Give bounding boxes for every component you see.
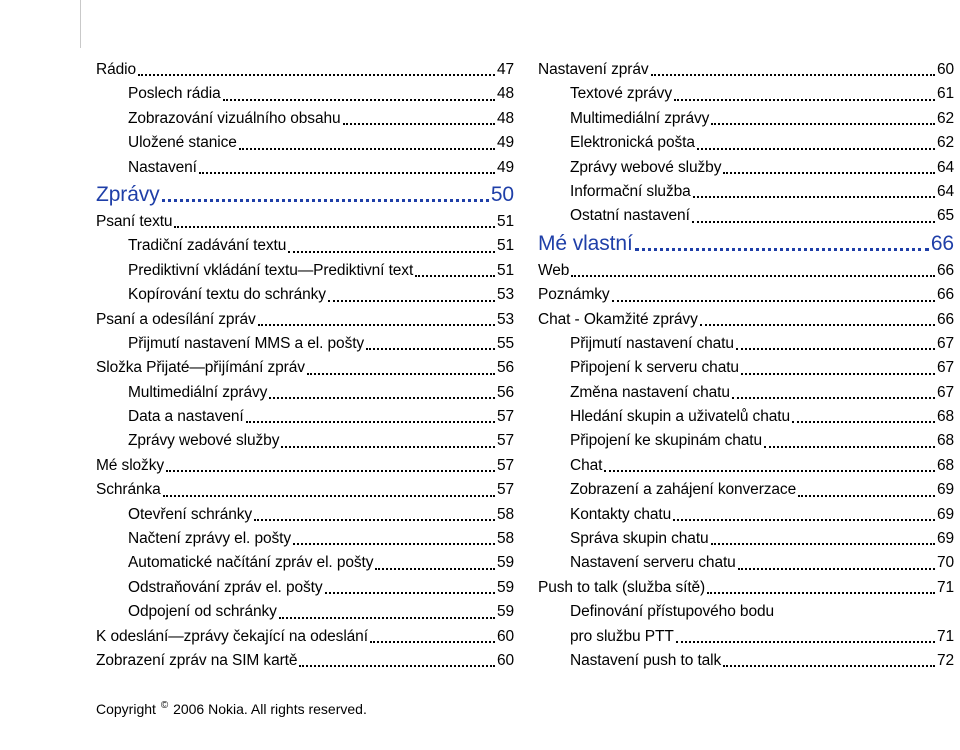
toc-entry[interactable]: [538, 180, 954, 204]
toc-page-number: 58: [496, 530, 514, 548]
toc-page-number: 56: [496, 359, 514, 377]
toc-entry[interactable]: [96, 429, 514, 453]
toc-entry-label: Odpojení od schránky: [128, 603, 277, 621]
toc-entry[interactable]: [538, 107, 954, 131]
toc-entry-label: Ostatní nastavení: [570, 207, 690, 225]
toc-entry[interactable]: [96, 156, 514, 180]
toc-leader-dots: [239, 146, 495, 150]
toc-entry[interactable]: [96, 527, 514, 551]
toc-page-number: 62: [936, 109, 954, 127]
toc-entry[interactable]: [538, 478, 954, 502]
toc-page-number: 49: [496, 158, 514, 176]
toc-leader-dots: [738, 566, 935, 570]
toc-entry[interactable]: [96, 107, 514, 131]
toc-page-number: 64: [936, 182, 954, 200]
toc-entry-label: Mé složky: [96, 456, 165, 474]
toc-page-number: 71: [936, 578, 954, 596]
toc-page-number: 69: [936, 481, 954, 499]
toc-entry[interactable]: [96, 210, 514, 234]
toc-page-number: 69: [936, 505, 954, 523]
toc-page-number: 70: [936, 554, 954, 572]
toc-page-number: 53: [496, 310, 514, 328]
toc-page-number: 65: [936, 207, 954, 225]
toc-entry[interactable]: [538, 131, 954, 155]
toc-page-number: 61: [936, 85, 954, 103]
toc-entry-label: pro službu PTT: [570, 627, 674, 645]
toc-page-number: 48: [496, 109, 514, 127]
copyright-notice: [96, 700, 367, 717]
toc-page-number: 47: [496, 60, 514, 78]
toc-entry-label: Nastavení serveru chatu: [570, 554, 736, 572]
toc-entry-label: Textové zprávy: [570, 85, 672, 103]
toc-leader-dots: [707, 590, 935, 594]
toc-entry[interactable]: [96, 381, 514, 405]
copyright-prefix: Copyright: [96, 701, 156, 717]
toc-entry-label: Zprávy webové služby: [570, 158, 722, 176]
toc-leader-dots: [288, 249, 495, 253]
toc-page-number: 66: [936, 286, 954, 304]
toc-entry-label: Prediktivní vkládání textu—Prediktivní text: [128, 261, 414, 279]
toc-page-number: 51: [496, 261, 514, 279]
toc-page-number: 59: [496, 554, 514, 572]
toc-entry-label: Nastavení zpráv: [538, 60, 649, 78]
toc-entry[interactable]: [96, 454, 514, 478]
toc-entry-label: Odstraňování zpráv el. pošty: [128, 578, 323, 596]
toc-leader-dots: [328, 298, 495, 302]
toc-leader-dots: [269, 395, 495, 399]
toc-entry-label: Schránka: [96, 481, 161, 499]
toc-page-number: 66: [930, 231, 954, 255]
toc-page-number: 57: [496, 456, 514, 474]
toc-page-number: 60: [936, 60, 954, 78]
toc-entry-label: Multimediální zprávy: [570, 109, 710, 127]
toc-page-number: 68: [936, 432, 954, 450]
toc-entry-label: Složka Přijaté—přijímání zpráv: [96, 359, 305, 377]
toc-page-number: 69: [936, 530, 954, 548]
toc-leader-dots: [163, 493, 495, 497]
toc-leader-dots: [375, 566, 495, 570]
margin-divider: [80, 0, 81, 48]
toc-entry[interactable]: [538, 527, 954, 551]
toc-entry-label: Multimediální zprávy: [128, 383, 268, 401]
toc-page-number: 64: [936, 158, 954, 176]
toc-entry[interactable]: [538, 332, 954, 356]
toc-leader-dots: [279, 615, 495, 619]
toc-entry-label: Kontakty chatu: [570, 505, 672, 523]
toc-entry[interactable]: [96, 625, 514, 649]
toc-entry[interactable]: [538, 503, 954, 527]
copyright-text: 2006 Nokia. All rights reserved.: [173, 701, 367, 717]
toc-entry[interactable]: [96, 649, 514, 673]
toc-leader-dots: [223, 97, 495, 101]
toc-entry-label: Poslech rádia: [128, 85, 221, 103]
toc-page-number: 58: [496, 505, 514, 523]
toc-entry[interactable]: [538, 429, 954, 453]
toc-entry-label: Automatické načítání zpráv el. pošty: [128, 554, 374, 572]
toc-page-number: 72: [936, 651, 954, 669]
toc-entry[interactable]: [96, 259, 514, 283]
toc-page-number: 66: [936, 310, 954, 328]
toc-page-number: 57: [496, 432, 514, 450]
toc-entry[interactable]: [538, 356, 954, 380]
toc-entry[interactable]: [96, 58, 514, 82]
toc-leader-dots: [166, 468, 495, 472]
toc-entry[interactable]: [538, 259, 954, 283]
toc-entry[interactable]: [96, 332, 514, 356]
toc-leader-dots: [307, 371, 495, 375]
toc-leader-dots: [723, 663, 935, 667]
toc-leader-dots: [299, 663, 495, 667]
toc-leader-dots: [246, 419, 495, 423]
toc-page-number: 51: [496, 212, 514, 230]
toc-entry-label: Mé vlastní: [538, 231, 633, 255]
toc-entry[interactable]: [96, 576, 514, 600]
toc-leader-dots: [162, 197, 489, 202]
toc-leader-dots: [692, 219, 935, 223]
toc-page-number: 59: [496, 578, 514, 596]
toc-entry[interactable]: [96, 478, 514, 502]
toc-leader-dots: [741, 371, 935, 375]
toc-entry-label: Chat - Okamžité zprávy: [538, 310, 698, 328]
toc-leader-dots: [764, 444, 935, 448]
toc-page-number: 55: [496, 334, 514, 352]
toc-leader-dots: [281, 444, 495, 448]
toc-entry-label: Psaní a odesílání zpráv: [96, 310, 256, 328]
toc-entry-label: Správa skupin chatu: [570, 530, 709, 548]
toc-leader-dots: [604, 468, 935, 472]
toc-page-number: 49: [496, 134, 514, 152]
toc-leader-dots: [366, 346, 495, 350]
toc-entry-label: Hledání skupin a uživatelů chatu: [570, 408, 790, 426]
toc-entry[interactable]: [538, 649, 954, 673]
toc-page-number: 59: [496, 603, 514, 621]
toc-entry-label: Zprávy webové služby: [128, 432, 280, 450]
toc-page-number: 53: [496, 286, 514, 304]
toc-entry-label: Změna nastavení chatu: [570, 383, 730, 401]
toc-leader-dots: [700, 322, 935, 326]
toc-entry[interactable]: [538, 82, 954, 106]
toc-page-number: 67: [936, 334, 954, 352]
toc-entry[interactable]: [96, 131, 514, 155]
toc-leader-dots: [415, 273, 495, 277]
toc-entry-label: Uložené stanice: [128, 134, 237, 152]
toc-page-number: 50: [490, 182, 514, 206]
toc-entry[interactable]: [538, 308, 954, 332]
toc-entry-label: Elektronická pošta: [570, 134, 695, 152]
toc-entry-label: Kopírování textu do schránky: [128, 286, 326, 304]
toc-leader-dots: [736, 346, 935, 350]
toc-entry[interactable]: [538, 156, 954, 180]
toc-entry[interactable]: [538, 551, 954, 575]
toc-leader-dots: [343, 121, 495, 125]
toc-leader-dots: [370, 639, 495, 643]
toc-page-number: 66: [936, 261, 954, 279]
toc-leader-dots: [723, 170, 935, 174]
toc-entry[interactable]: [96, 600, 514, 624]
toc-page-number: 57: [496, 481, 514, 499]
toc-entry[interactable]: [538, 405, 954, 429]
toc-entry[interactable]: [96, 551, 514, 575]
toc-page-number: 60: [496, 627, 514, 645]
toc-leader-dots: [798, 493, 935, 497]
toc-entry-label: Zprávy: [96, 182, 160, 206]
toc-leader-dots: [711, 541, 935, 545]
toc-entry-label: Push to talk (služba sítě): [538, 578, 706, 596]
toc-entry[interactable]: [538, 283, 954, 307]
toc-entry-label: Chat: [570, 456, 603, 474]
toc-leader-dots: [676, 639, 935, 643]
toc-entry-label: Data a nastavení: [128, 408, 244, 426]
toc-page-number: 67: [936, 359, 954, 377]
toc-right-column: [538, 58, 954, 673]
toc-leader-dots: [199, 170, 495, 174]
toc-entry-label: Nastavení: [128, 158, 197, 176]
toc-entry-label: Nastavení push to talk: [570, 651, 722, 669]
toc-section-heading[interactable]: [96, 180, 514, 210]
toc-leader-dots: [792, 419, 935, 423]
toc-entry-label: Zobrazování vizuálního obsahu: [128, 109, 341, 127]
toc-page-number: 68: [936, 408, 954, 426]
toc-leader-dots: [612, 298, 935, 302]
toc-entry-label: Informační služba: [570, 182, 691, 200]
toc-leader-dots: [571, 273, 935, 277]
toc-entry[interactable]: [538, 381, 954, 405]
toc-entry[interactable]: [538, 600, 954, 624]
toc-entry-label: Přijmutí nastavení MMS a el. pošty: [128, 334, 365, 352]
toc-page-number: 48: [496, 85, 514, 103]
toc-entry-label: Psaní textu: [96, 212, 173, 230]
toc-leader-dots: [673, 517, 935, 521]
toc-entry-label: K odeslání—zprávy čekající na odeslání: [96, 627, 368, 645]
toc-leader-dots: [293, 541, 495, 545]
toc-left-column: [96, 58, 514, 673]
toc-entry-label: Zobrazení a zahájení konverzace: [570, 481, 797, 499]
toc-page-number: 60: [496, 651, 514, 669]
toc-entry-label: Přijmutí nastavení chatu: [570, 334, 734, 352]
toc-page-number: 51: [496, 237, 514, 255]
toc-entry[interactable]: [96, 283, 514, 307]
toc-leader-dots: [651, 72, 935, 76]
toc-entry-label: Tradiční zadávání textu: [128, 237, 287, 255]
toc-leader-dots: [674, 97, 935, 101]
toc-entry[interactable]: [538, 454, 954, 478]
toc-page-number: 56: [496, 383, 514, 401]
toc-entry[interactable]: [96, 405, 514, 429]
toc-entry[interactable]: [96, 503, 514, 527]
toc-entry-label: Načtení zprávy el. pošty: [128, 530, 292, 548]
toc-leader-dots: [254, 517, 495, 521]
toc-leader-dots: [138, 72, 495, 76]
toc-entry[interactable]: [538, 576, 954, 600]
toc-page-number: 68: [936, 456, 954, 474]
toc-leader-dots: [711, 121, 935, 125]
toc-entry[interactable]: [96, 234, 514, 258]
toc-entry[interactable]: [538, 204, 954, 228]
toc-leader-dots: [693, 194, 935, 198]
toc-entry-label: Poznámky: [538, 286, 610, 304]
toc-entry-label: Web: [538, 261, 570, 279]
toc-leader-dots: [732, 395, 935, 399]
toc-entry[interactable]: [538, 58, 954, 82]
toc-leader-dots: [697, 146, 935, 150]
toc-entry-label: Zobrazení zpráv na SIM kartě: [96, 651, 298, 669]
toc-entry[interactable]: [538, 625, 954, 649]
toc-entry-label: Připojení ke skupinám chatu: [570, 432, 763, 450]
toc-page-number: 57: [496, 408, 514, 426]
toc-entry-label: Rádio: [96, 60, 136, 78]
toc-page-number: 71: [936, 627, 954, 645]
toc-section-heading[interactable]: [538, 229, 954, 259]
toc-leader-dots: [258, 322, 495, 326]
toc-leader-dots: [325, 590, 495, 594]
copyright-symbol: ©: [160, 700, 169, 711]
toc-leader-dots: [635, 246, 929, 251]
toc-page-number: 62: [936, 134, 954, 152]
toc-entry[interactable]: [96, 82, 514, 106]
toc-page-number: 67: [936, 383, 954, 401]
toc-entry[interactable]: [96, 356, 514, 380]
toc-entry-label: Připojení k serveru chatu: [570, 359, 739, 377]
toc-entry-label: Definování přístupového bodu: [570, 603, 775, 621]
toc-entry-label: Otevření schránky: [128, 505, 253, 523]
toc-entry[interactable]: [96, 308, 514, 332]
toc-leader-dots: [174, 224, 495, 228]
